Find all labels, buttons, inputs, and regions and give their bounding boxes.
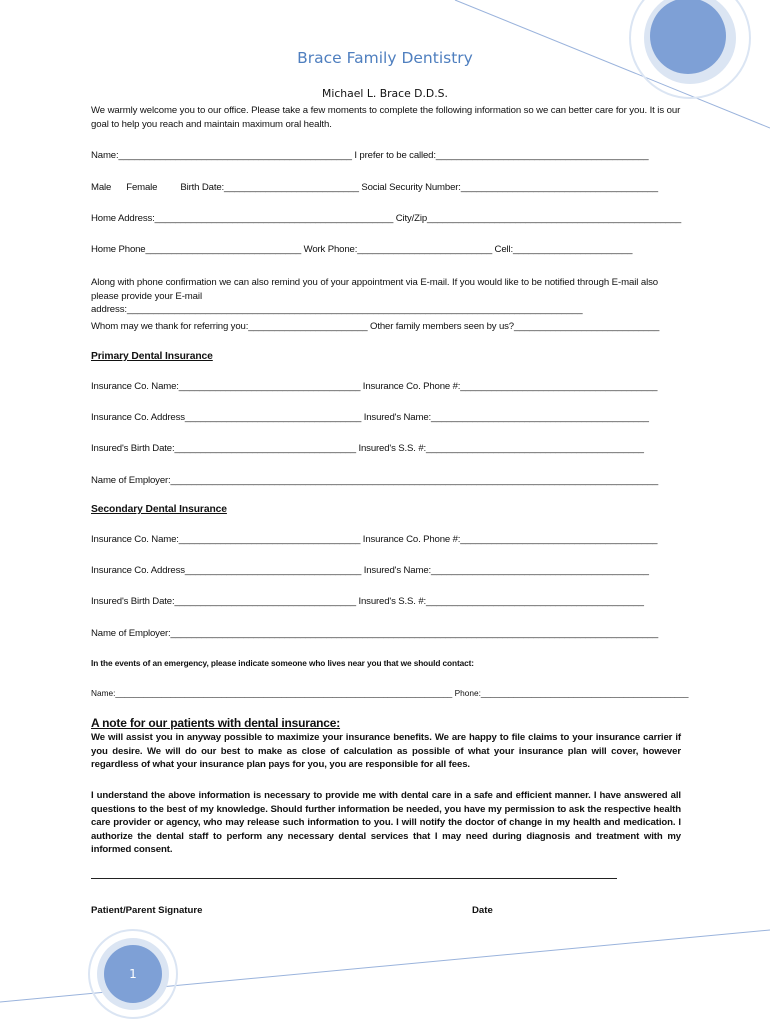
- primary-row-3[interactable]: Insured's Birth Date:___________________________________ Insured's S.S. #:__________________________________________: [91, 443, 644, 454]
- signature-line[interactable]: [91, 877, 617, 879]
- practice-name: Brace Family Dentistry: [297, 49, 473, 67]
- primary-insurance-heading: Primary Dental Insurance: [91, 351, 213, 362]
- signature-label: Patient/Parent Signature: [91, 905, 203, 916]
- consent-text: I understand the above information is necessary to provide me with dental care in a safe and efficient manner. I have answered all questions to the best of my knowledge. Should further information be needed, you have my permission to ask the respective health care provider or agency, who may release such information to you. I will notify the doctor of change in my health and medication. I authorize the dental staff to perform any necessary dental services that I may need during diagnosis and treatment with my informed consent.: [91, 790, 681, 856]
- doctor-name: Michael L. Brace D.D.S.: [322, 87, 448, 100]
- birth-ssn-fields[interactable]: Birth Date:__________________________ Social Security Number:______________________________________: [180, 182, 658, 193]
- referral-row[interactable]: Whom may we thank for referring you:_______________________ Other family members seen by us?____________________________: [91, 321, 660, 332]
- primary-row-1[interactable]: Insurance Co. Name:___________________________________ Insurance Co. Phone #:______________________________________: [91, 381, 658, 392]
- gender-birth-ssn-row: [91, 182, 658, 193]
- email-row[interactable]: Along with phone confirmation we can also remind you of your appointment via E-mail. If you would like to be notified through E-mail also please provide your E-mail address:_______________________________________________________________________________________: [91, 277, 659, 315]
- name-row[interactable]: Name:_____________________________________________ I prefer to be called:_________________________________________: [91, 150, 649, 161]
- emergency-instructions: In the events of an emergency, please indicate someone who lives near you that we should contact:: [91, 658, 474, 668]
- phones-row[interactable]: Home Phone______________________________ Work Phone:__________________________ Cell:_______________________: [91, 244, 633, 255]
- emergency-contact-fields[interactable]: Name:_________________________________________________________________________ Phone:_____________________________________________: [91, 688, 689, 698]
- insurance-note-text: We will assist you in anyway possible to maximize your insurance benefits. We are happy to file claims to your insurance carrier if you desire. We will do our best to make as close of calculation as possible of what your insurance plan will cover, however regardless of what your insurance plan pays for you, you are responsible for all fees.: [91, 732, 681, 771]
- address-row[interactable]: Home Address:______________________________________________ City/Zip_________________________________________________: [91, 213, 682, 224]
- insurance-note-heading: A note for our patients with dental insurance:: [91, 716, 341, 730]
- secondary-row-4[interactable]: Name of Employer:______________________________________________________________________________________________: [91, 628, 659, 639]
- intro-text: We warmly welcome you to our office. Please take a few moments to complete the following information so we can better care for you. It is our goal to help you reach and maintain maximum oral health.: [91, 105, 681, 130]
- male-option[interactable]: Male: [91, 182, 112, 193]
- primary-row-2[interactable]: Insurance Co. Address__________________________________ Insured's Name:__________________________________________: [91, 412, 649, 423]
- secondary-row-3[interactable]: Insured's Birth Date:___________________________________ Insured's S.S. #:__________________________________________: [91, 596, 644, 607]
- female-option[interactable]: Female: [126, 182, 158, 193]
- date-label: Date: [472, 905, 493, 916]
- secondary-row-2[interactable]: Insurance Co. Address__________________________________ Insured's Name:__________________________________________: [91, 565, 649, 576]
- secondary-insurance-heading: Secondary Dental Insurance: [91, 504, 227, 515]
- secondary-row-1[interactable]: Insurance Co. Name:___________________________________ Insurance Co. Phone #:______________________________________: [91, 534, 658, 545]
- primary-row-4[interactable]: Name of Employer:______________________________________________________________________________________________: [91, 475, 659, 486]
- page-number: 1: [104, 945, 162, 1003]
